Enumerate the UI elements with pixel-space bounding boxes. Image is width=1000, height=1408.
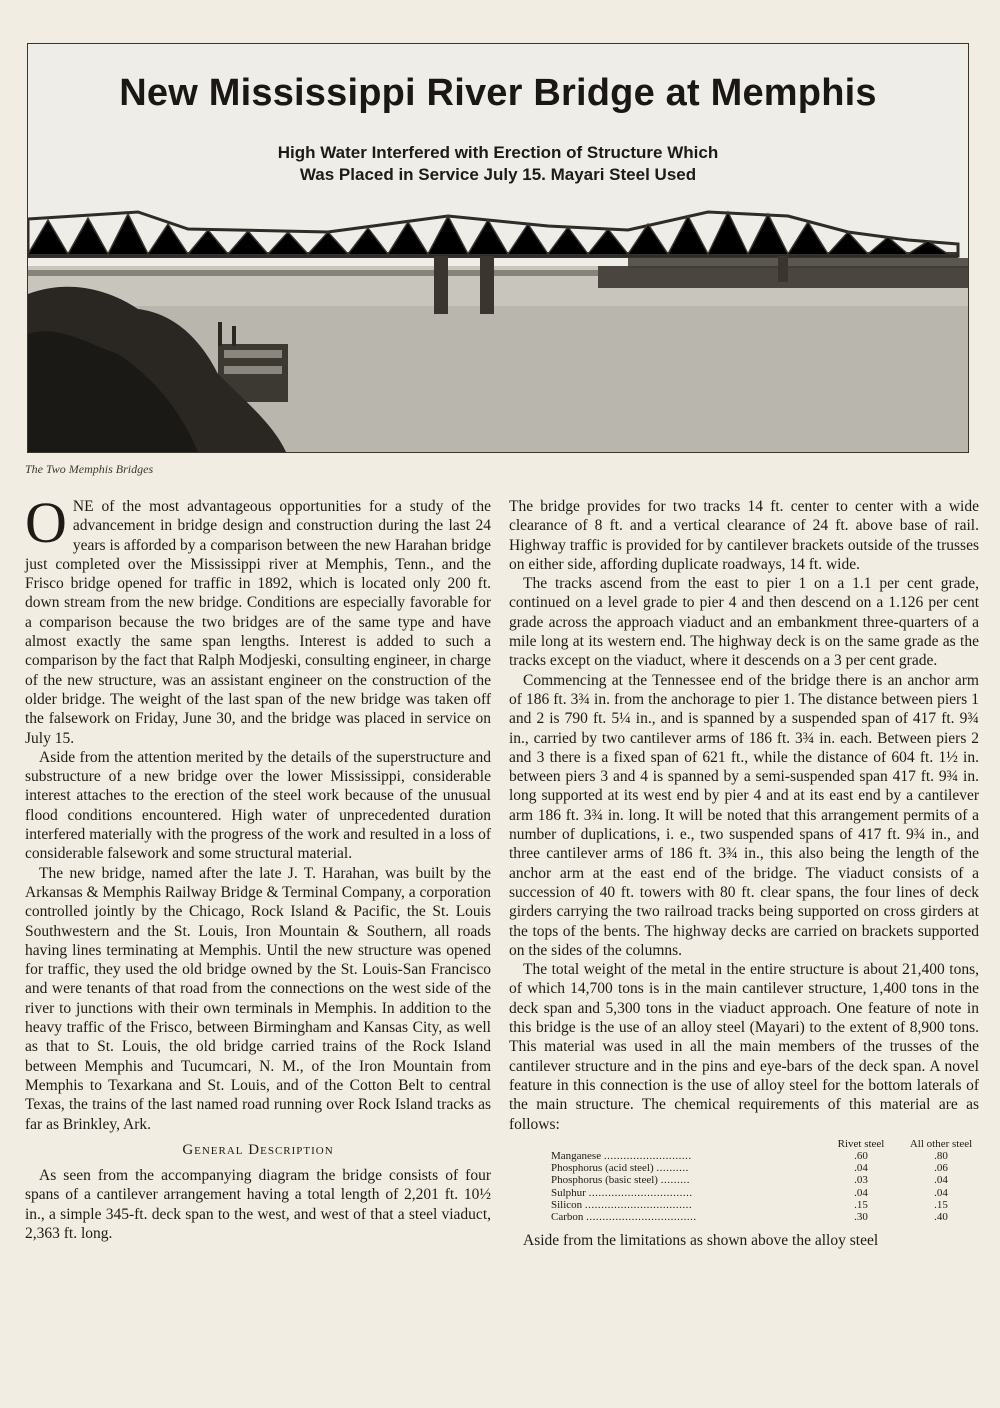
other-value: .04 bbox=[934, 1186, 948, 1199]
intro-text: NE of the most advantageous opportunities for a study of the advancement in bridge design and construction during the last 24 years is afforded by a comparison between the new Harahan bridge just completed over the Mississippi river at Memphis, Tenn., and the Frisco bridge opened for traffic in 1892, which is located only 200 ft. down stream from the new bridge. Conditions are especially favorable for a comparison because the two bridges are of the same type and have almost exactly the same span lengths. Interest is added to such a comparison by the fact that Ralph Modjeski, consulting engineer, in charge of the new structure, was an assistant engineer on the construction of the older bridge. The weight of the last span of the new bridge was taken off the falsework on Friday, June 30, and the bridge was placed in service on July 15. bbox=[25, 498, 491, 747]
table-row bbox=[551, 1187, 981, 1199]
chemical-requirements-table bbox=[551, 1138, 981, 1223]
drop-cap: O bbox=[25, 490, 67, 555]
intro-paragraph bbox=[25, 490, 491, 748]
other-value: .15 bbox=[934, 1198, 948, 1211]
element-name: Carbon bbox=[551, 1211, 584, 1224]
rivet-value: .15 bbox=[854, 1198, 868, 1211]
dot-leader: ......... bbox=[660, 1174, 690, 1187]
table-row bbox=[551, 1199, 981, 1211]
page-subtitle bbox=[28, 142, 968, 186]
subtitle-line-2: Was Placed in Service July 15. Mayari Steel Used bbox=[299, 165, 697, 184]
section-heading: General Description bbox=[182, 1141, 334, 1158]
dot-leader: ................................. bbox=[584, 1198, 693, 1211]
table-row bbox=[551, 1162, 981, 1174]
rivet-value: .03 bbox=[854, 1174, 868, 1187]
table-header-blank bbox=[551, 1138, 821, 1150]
title-photo-frame bbox=[27, 43, 969, 453]
rivet-value: .60 bbox=[854, 1150, 868, 1162]
rivet-value: .04 bbox=[854, 1186, 868, 1199]
paragraph-grades: The tracks ascend from the east to pier 1 on a 1.1 per cent grade, continued on a level grade to pier 4 and then descend on a 1.126 per cent grade across the approach viaduct and an embankment three-quarters of a mile long at its western end. The highway deck is on the same grade as the tracks except on the viaduct, where it descends on a 3 per cent grade. bbox=[509, 575, 979, 670]
rivet-value: .04 bbox=[854, 1162, 868, 1175]
dot-leader: .......... bbox=[656, 1162, 689, 1175]
element-name: Phosphorus (basic steel) bbox=[551, 1174, 658, 1187]
table-row bbox=[551, 1211, 981, 1223]
element-name: Manganese bbox=[551, 1150, 602, 1162]
paragraph-weight: The total weight of the metal in the entire structure is about 21,400 tons, of which 14,700 tons is in the main cantilever structure, 1,400 tons in the deck span and 5,300 tons in the viaduct approach. One feature of note in this bridge is the use of an alloy steel (Mayari) to the extent of 8,900 tons. This material was used in all the main members of the trusses of the cantilever structure and in the pins and eye-bars of the deck span. A novel feature in this connection is the use of alloy steel for the bottom laterals of the main structure. The chemical requirements of this material are as follows: bbox=[509, 961, 979, 1133]
page-title: New Mississippi River Bridge at Memphis bbox=[119, 72, 877, 114]
table-row bbox=[551, 1174, 981, 1186]
paragraph-description: As seen from the accompanying diagram the bridge consists of four spans of a cantilever arrangement having a total length of 2,201 ft. 10½ in., a simple 345-ft. deck span to the west, and west of that a steel viaduct, 2,363 ft. long. bbox=[25, 1167, 491, 1242]
subtitle-line-1: High Water Interfered with Erection of Structure Which bbox=[277, 143, 719, 162]
other-value: .40 bbox=[934, 1211, 948, 1224]
table-header-rivet: Rivet steel bbox=[837, 1137, 885, 1150]
rivet-value: .30 bbox=[854, 1211, 868, 1224]
other-value: .80 bbox=[934, 1150, 948, 1162]
element-name: Sulphur bbox=[551, 1186, 586, 1199]
paragraph-spans: Commencing at the Tennessee end of the bridge there is an anchor arm of 186 ft. 3¾ in. from the anchorage to pier 1. The distance between piers 1 and 2 is 790 ft. 5¼ in., and is spanned by a suspended span of 417 ft. 9¾ in., carried by two cantilever arms of 186 ft. 3¾ in. each. Between piers 2 and 3 there is a fixed span of 621 ft., while the distance of 604 ft. 1½ in. between piers 3 and 4 is spanned by a semi-suspended span 417 ft. 9¾ in. long supported at its west end by pier 4 and at its east end by a cantilever arm 186 ft. 3¾ in. long. It will be noted that this arrangement permits of a number of duplications, i. e., two suspended spans of 417 ft. 9¾ in., and three cantilever arms of 186 ft. 3¾ in., this also being the length of the anchor arm at the east end of the bridge. The viaduct consists of a succession of 40 ft. towers with 80 ft. clear spans, the four lines of deck girders carrying the two railroad tracks being supported on cross girders at the tops of the bents. The highway decks are carried on brackets supported on the sides of the columns. bbox=[509, 671, 979, 959]
element-name: Phosphorus (acid steel) bbox=[551, 1162, 654, 1175]
left-column bbox=[25, 490, 491, 1243]
table-row bbox=[551, 1150, 981, 1162]
other-value: .04 bbox=[934, 1174, 948, 1187]
dot-leader: ................................ bbox=[588, 1186, 693, 1199]
element-name: Silicon bbox=[551, 1198, 583, 1211]
paragraph-flood: Aside from the attention merited by the details of the superstructure and substructure of a new bridge over the lower Mississippi, considerable interest attaches to the erection of the steel work because of the unusual flood conditions encountered. High water of unprecedented duration interfered materially with the progress of the work and resulted in a loss of considerable falsework and some structural material. bbox=[25, 748, 491, 863]
right-column bbox=[509, 497, 979, 1251]
paragraph-ownership: The new bridge, named after the late J. T. Harahan, was built by the Arkansas & Memphis Railway Bridge & Terminal Company, a corporation controlled jointly by the Chicago, Rock Island & Pacific, the St. Louis Southwestern and the St. Louis, Iron Mountain & Southern, all roads having lines terminating at Memphis. Until the new structure was opened for traffic, they used the old bridge owned by the St. Louis-San Francisco and were tenants of that road from the connections on the west side of the river to junctions with their own terminals in Memphis. In addition to the heavy traffic of the Frisco, between Birmingham and Kansas City, as well as that to St. Louis, the old bridge carried trains of the Rock Island between Memphis and Tucumcari, N. M., of the Iron Mountain from Memphis to Texarkana and St. Louis, and of the Cotton Belt to central Texas, the trains of the last named road running over Rock Island tracks as far as Brinkley, Ark. bbox=[25, 864, 491, 1133]
paragraph-continued: Aside from the limitations as shown above the alloy steel bbox=[523, 1232, 879, 1250]
dot-leader: ........................... bbox=[603, 1150, 692, 1162]
table-header-row bbox=[551, 1138, 981, 1150]
paragraph-tracks: The bridge provides for two tracks 14 ft. center to center with a wide clearance of 8 ft. and a vertical clearance of 24 ft. above base of rail. Highway traffic is provided for by cantilever brackets outside of the trusses on either side, affording duplicate roadways, 14 ft. wide. bbox=[509, 498, 979, 573]
other-value: .06 bbox=[934, 1162, 948, 1175]
table-header-other: All other steel bbox=[909, 1137, 973, 1150]
dot-leader: .................................. bbox=[586, 1211, 697, 1224]
photo-caption: The Two Memphis Bridges bbox=[25, 462, 154, 476]
